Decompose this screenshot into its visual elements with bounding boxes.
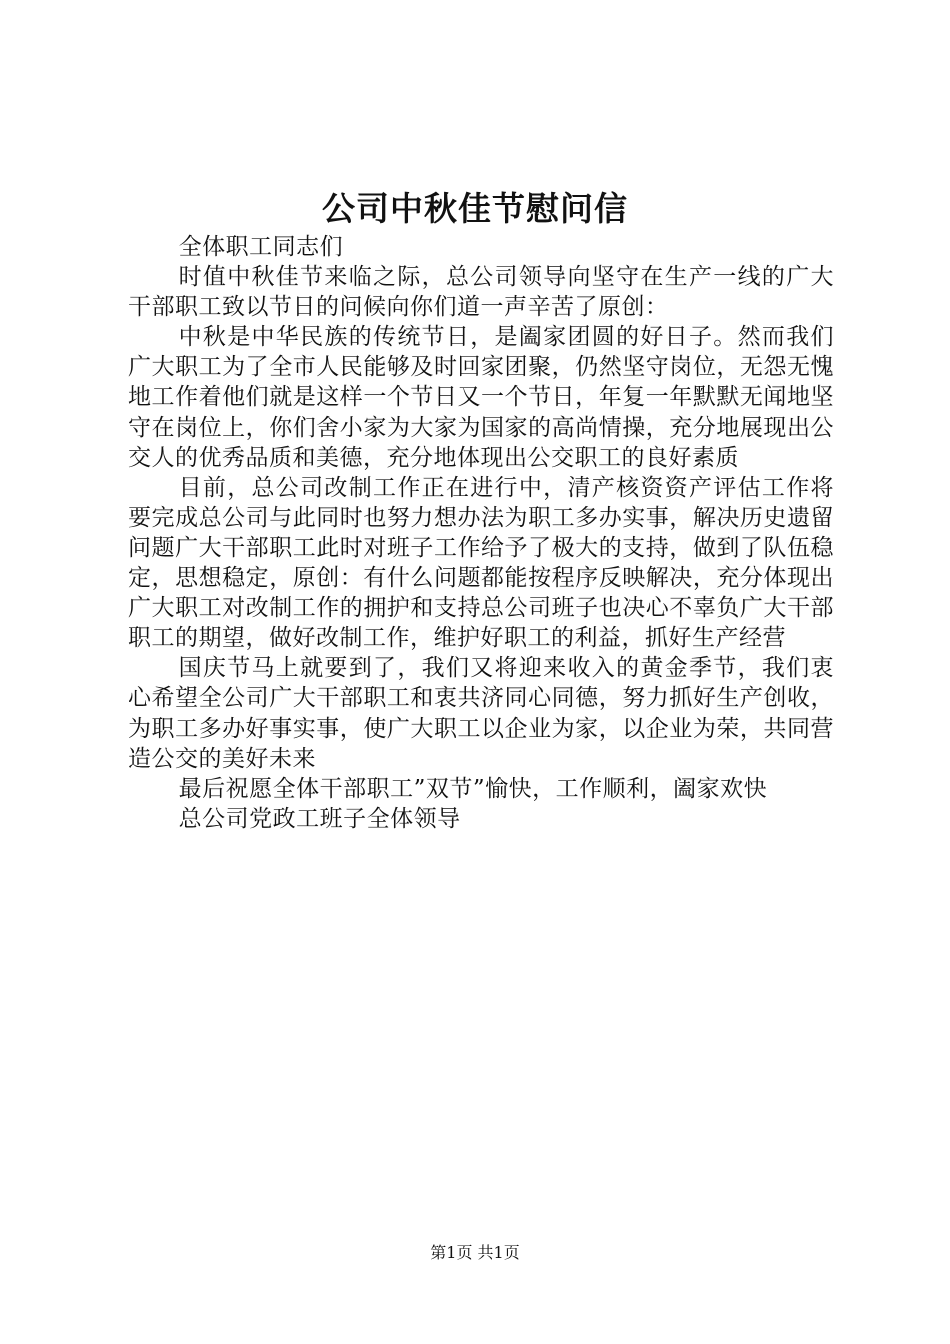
paragraph-closing-wishes: 最后祝愿全体干部职工”双节”愉快，工作顺利，阖家欢快	[178, 775, 768, 802]
page-number-footer: 第1页 共1页	[430, 1243, 520, 1262]
document-title: 公司中秋佳节慰问信	[322, 189, 628, 228]
paragraph-reform: 目前，总公司改制工作正在进行中，清产核资资产评估工作将要完成总公司与此同时也努力想办法为职工多办实事，解决历史遗留问题广大干部职工此时对班子工作给予了极大的支持，做到了队伍稳定，思想稳定，原创：有什么问题都能按程序反映解决，充分体现出广大职工对改制工作的拥护和支持总公司班子也决心不辜负广大干部职工的期望，做好改制工作，维护好职工的利益，抓好生产经营	[128, 474, 834, 652]
paragraph-greeting: 时值中秋佳节来临之际，总公司领导向坚守在生产一线的广大干部职工致以节日的问候向你们道一声辛苦了原创：	[128, 264, 834, 321]
paragraph-mid-autumn: 中秋是中华民族的传统节日，是阖家团圆的好日子。然而我们广大职工为了全市人民能够及时回家团聚，仍然坚守岗位，无怨无愧地工作着他们就是这样一个节日又一个节日，年复一年默默无闻地坚守在岗位上，你们舍小家为大家为国家的高尚情操，充分地展现出公交人的优秀品质和美德，充分地体现出公交职工的良好素质	[128, 324, 834, 471]
letter-body	[128, 232, 834, 834]
paragraph-national-day: 国庆节马上就要到了，我们又将迎来收入的黄金季节，我们衷心希望全公司广大干部职工和衷共济同心同德，努力抓好生产创收，为职工多办好事实事，使广大职工以企业为家，以企业为荣，共同营造公交的美好未来	[128, 655, 834, 772]
salutation: 全体职工同志们	[178, 234, 344, 260]
signature: 总公司党政工班子全体领导	[178, 805, 461, 832]
